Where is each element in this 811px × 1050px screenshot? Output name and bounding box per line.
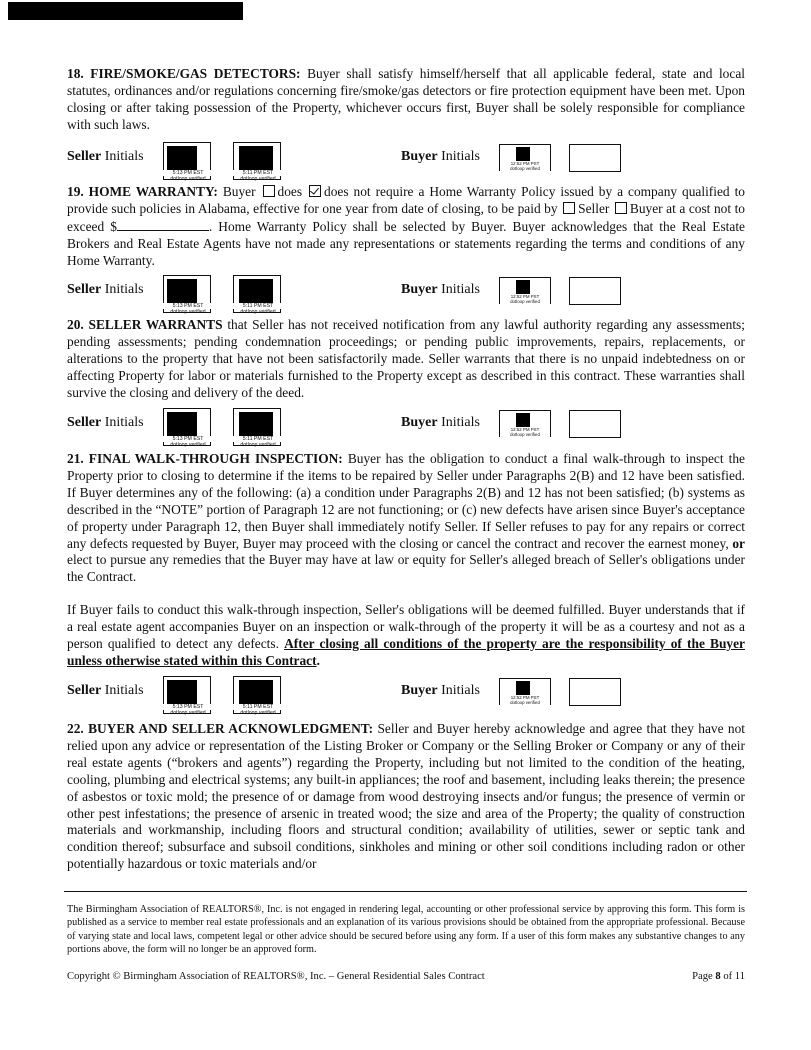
signature-redaction <box>239 412 273 438</box>
section-20-body: that Seller has not received notification from any lawful authority regarding any assessments; pending assessments; pending condemnation proceedings; or pending public improvements, repairs, replacements, or alterations to the property that have not been satisfactorily made. Seller warrants that there is no unpaid indebtedness on or affecting Property for labor or materials furnished to the Property except as described in this contract. These warranties shall survive the closing and delivery of the deed. <box>67 317 745 400</box>
seller-initials-label: Seller Initials <box>67 149 144 164</box>
verified-label: dotloop verified <box>240 176 276 182</box>
signature-redaction <box>167 146 197 172</box>
section-22 <box>67 721 745 873</box>
buyer-initials-label: Buyer Initials <box>401 149 480 164</box>
seller-initial-box-1[interactable] <box>163 408 211 446</box>
seller-initial-box-2[interactable] <box>233 676 281 714</box>
verified-label: dotloop verified <box>170 309 206 315</box>
seller-initial-box-2[interactable] <box>233 275 281 313</box>
section-19: 19. HOME WARRANTY: Buyer does does not require a Home Warranty Policy issued by a company qualified to provide such policies in Alabama, effective for one year from date of closing, to be paid by Seller Buyer at a cost not to exceed $ . Home Warranty Policy shall be selected by Buyer. Buyer acknowledges that the Real Estate Brokers and Real Estate Agents have not made any representations or statements regarding the terms and conditions of any Home Warranty. <box>67 184 746 268</box>
verified-label: dotloop verified <box>170 176 206 182</box>
seller-pays-checkbox[interactable] <box>563 202 575 214</box>
sign-time: 5:13 PM EST <box>160 303 216 309</box>
buyer-initials-label: Buyer Initials <box>401 683 480 698</box>
section-20 <box>67 317 745 402</box>
does-not-checkbox[interactable] <box>309 185 321 197</box>
buyer-initials-label: Buyer Initials <box>401 282 480 297</box>
section-18 <box>67 66 745 134</box>
sign-time: 5:11 PM EST <box>230 303 286 309</box>
footer-divider <box>64 891 747 892</box>
sign-time: 5:11 PM EST <box>230 170 286 176</box>
sign-time: 5:13 PM EST <box>160 436 216 442</box>
buyer-initial-box-1[interactable]: 12:52 PM PST dotloop verified <box>499 277 551 304</box>
warranty-cost-blank[interactable] <box>117 218 209 231</box>
section-21-paragraph-2: If Buyer fails to conduct this walk-through inspection, Seller's obligations will be deemed fulfilled. Buyer understands that if a real estate agent accompanies Buyer on an inspection or walk-through of the property it will be as a courtesy and not as a person qualified to detect any defects. After closing all conditions of the property are the responsibility of the Buyer unless otherwise stated within this Contract. <box>67 602 745 668</box>
signature-redaction <box>239 146 273 172</box>
signature-redaction <box>516 413 530 427</box>
section-22-heading: 22. BUYER AND SELLER ACKNOWLEDGMENT: <box>67 721 374 736</box>
sign-time: 5:13 PM EST <box>160 704 216 710</box>
initials-row-20 <box>67 408 747 452</box>
buyer-initial-box-2[interactable] <box>569 678 621 706</box>
verified-label: dotloop verified <box>240 710 276 716</box>
verified-label: dotloop verified <box>170 710 206 716</box>
buyer-initial-box-2[interactable] <box>569 144 621 172</box>
buyer-pays-checkbox[interactable] <box>615 202 627 214</box>
buyer-initial-box-1[interactable]: 12:52 PM PST dotloop verified <box>499 678 551 705</box>
footer-disclaimer: The Birmingham Association of REALTORS®, Inc. is not engaged in rendering legal, accounting or other professional service by approving this form. This form is published as a service to member real estate professionals and an explanation of its various provisions should be obtained from the appropriate professional. Because of varying state and local laws, competent legal or other advice should be secured before using any form. If a user of this form makes any substantive changes to any portions above, the form will no longer be an approved form. <box>67 904 745 956</box>
initials-row-18 <box>67 142 747 186</box>
section-22-body: Seller and Buyer hereby acknowledge and agree that they have not relied upon any advice or representation of the Listing Broker or Company or the Selling Broker or Company or any of their real estate agents (“brokers and agents”) regarding the Property, including but not limited to the condition of the heating, cooling, plumbing and electrical systems; any built-in appliances; the roof and basement, including leaks therein; the presence of asbestos or toxic mold; the presence of or damage from wood destroying insects and/or fungus; the presence of vermin or other pest infestations; the presence of arsenic in treated wood; the size and area of the Property; the quality of construction materials and workmanship, including floors and structural condition; availability of utilities, sewer or septic tank and condition thereof; subsurface and subsoil conditions, sinkholes and mining or other soil conditions including radon or other potentially hazardous or toxic materials and/or <box>67 721 746 872</box>
seller-initials-label: Seller Initials <box>67 415 144 430</box>
section-21-heading: 21. FINAL WALK-THROUGH INSPECTION: <box>67 451 343 466</box>
page-number: Page 8 of 11 <box>692 971 745 982</box>
copyright-notice: Copyright © Birmingham Association of REALTORS®, Inc. – General Residential Sales Contract <box>67 971 485 982</box>
buyer-initials-label: Buyer Initials <box>401 415 480 430</box>
verified-label: dotloop verified <box>170 442 206 448</box>
seller-initials-label: Seller Initials <box>67 683 144 698</box>
seller-initial-box-1[interactable] <box>163 676 211 714</box>
seller-initial-box-2[interactable] <box>233 142 281 180</box>
signature-redaction <box>516 280 530 294</box>
verified-label: dotloop verified <box>240 442 276 448</box>
section-18-heading: 18. FIRE/SMOKE/GAS DETECTORS: <box>67 66 301 81</box>
sign-time: 5:11 PM EST <box>230 436 286 442</box>
buyer-initial-box-1[interactable]: 12:52 PM PST dotloop verified <box>499 144 551 171</box>
signature-redaction <box>239 279 273 305</box>
section-19-heading: 19. HOME WARRANTY: <box>67 184 218 199</box>
signature-redaction <box>239 680 273 706</box>
sign-time: 5:13 PM EST <box>160 170 216 176</box>
section-20-heading: 20. SELLER WARRANTS <box>67 317 223 332</box>
seller-initial-box-1[interactable] <box>163 275 211 313</box>
seller-initial-box-2[interactable] <box>233 408 281 446</box>
responsibility-clause: After closing all conditions of the property are the responsibility of the Buyer unless otherwise stated within this Contract <box>67 635 745 668</box>
signature-redaction <box>516 681 530 695</box>
does-checkbox[interactable] <box>263 185 275 197</box>
initials-row-21 <box>67 676 747 720</box>
buyer-initial-box-2[interactable] <box>569 277 621 305</box>
buyer-initial-box-1[interactable]: 12:52 PM PST dotloop verified <box>499 410 551 437</box>
seller-initials-label: Seller Initials <box>67 282 144 297</box>
verified-label: dotloop verified <box>240 309 276 315</box>
sign-time: 5:11 PM EST <box>230 704 286 710</box>
section-18-body: Buyer shall satisfy himself/herself that all applicable federal, state and local statutes, ordinances and/or regulations concerning fire/smoke/gas detectors or fire protection equipment have been met. Upon closing or after taking possession of the Property, whichever occurs first, Buyer shall be solely responsible for compliance with such laws. <box>67 66 745 132</box>
seller-initial-box-1[interactable] <box>163 142 211 180</box>
signature-redaction <box>516 147 530 161</box>
redaction-bar <box>8 2 243 20</box>
signature-redaction <box>167 680 197 706</box>
signature-redaction <box>167 412 197 438</box>
signature-redaction <box>167 279 197 305</box>
section-21: 21. FINAL WALK-THROUGH INSPECTION: Buyer has the obligation to conduct a final walk-through to inspect the Property prior to closing to determine if the items to be repaired by Seller under Paragraphs 2(B) and 12 have been satisfied. If Buyer determines any of the following: (a) a condition under Paragraphs 2(B) and 12 has not been satisfied; (b) systems as described in the “NOTE” portion of Paragraph 12 are not functioning; or (c) new defects have arisen since Buyer's acceptance of property under Paragraph 12, then Buyer shall immediately notify Seller. If Seller refuses to pay for any repairs or correct any defects requested by Buyer, Buyer may proceed with the closing or cancel the contract and recover the earnest money, or elect to pursue any remedies that the Buyer may have at law or equity for Seller's alleged breach of Seller's obligations under the Contract. <box>67 451 745 585</box>
initials-row-19 <box>67 275 747 319</box>
buyer-initial-box-2[interactable] <box>569 410 621 438</box>
